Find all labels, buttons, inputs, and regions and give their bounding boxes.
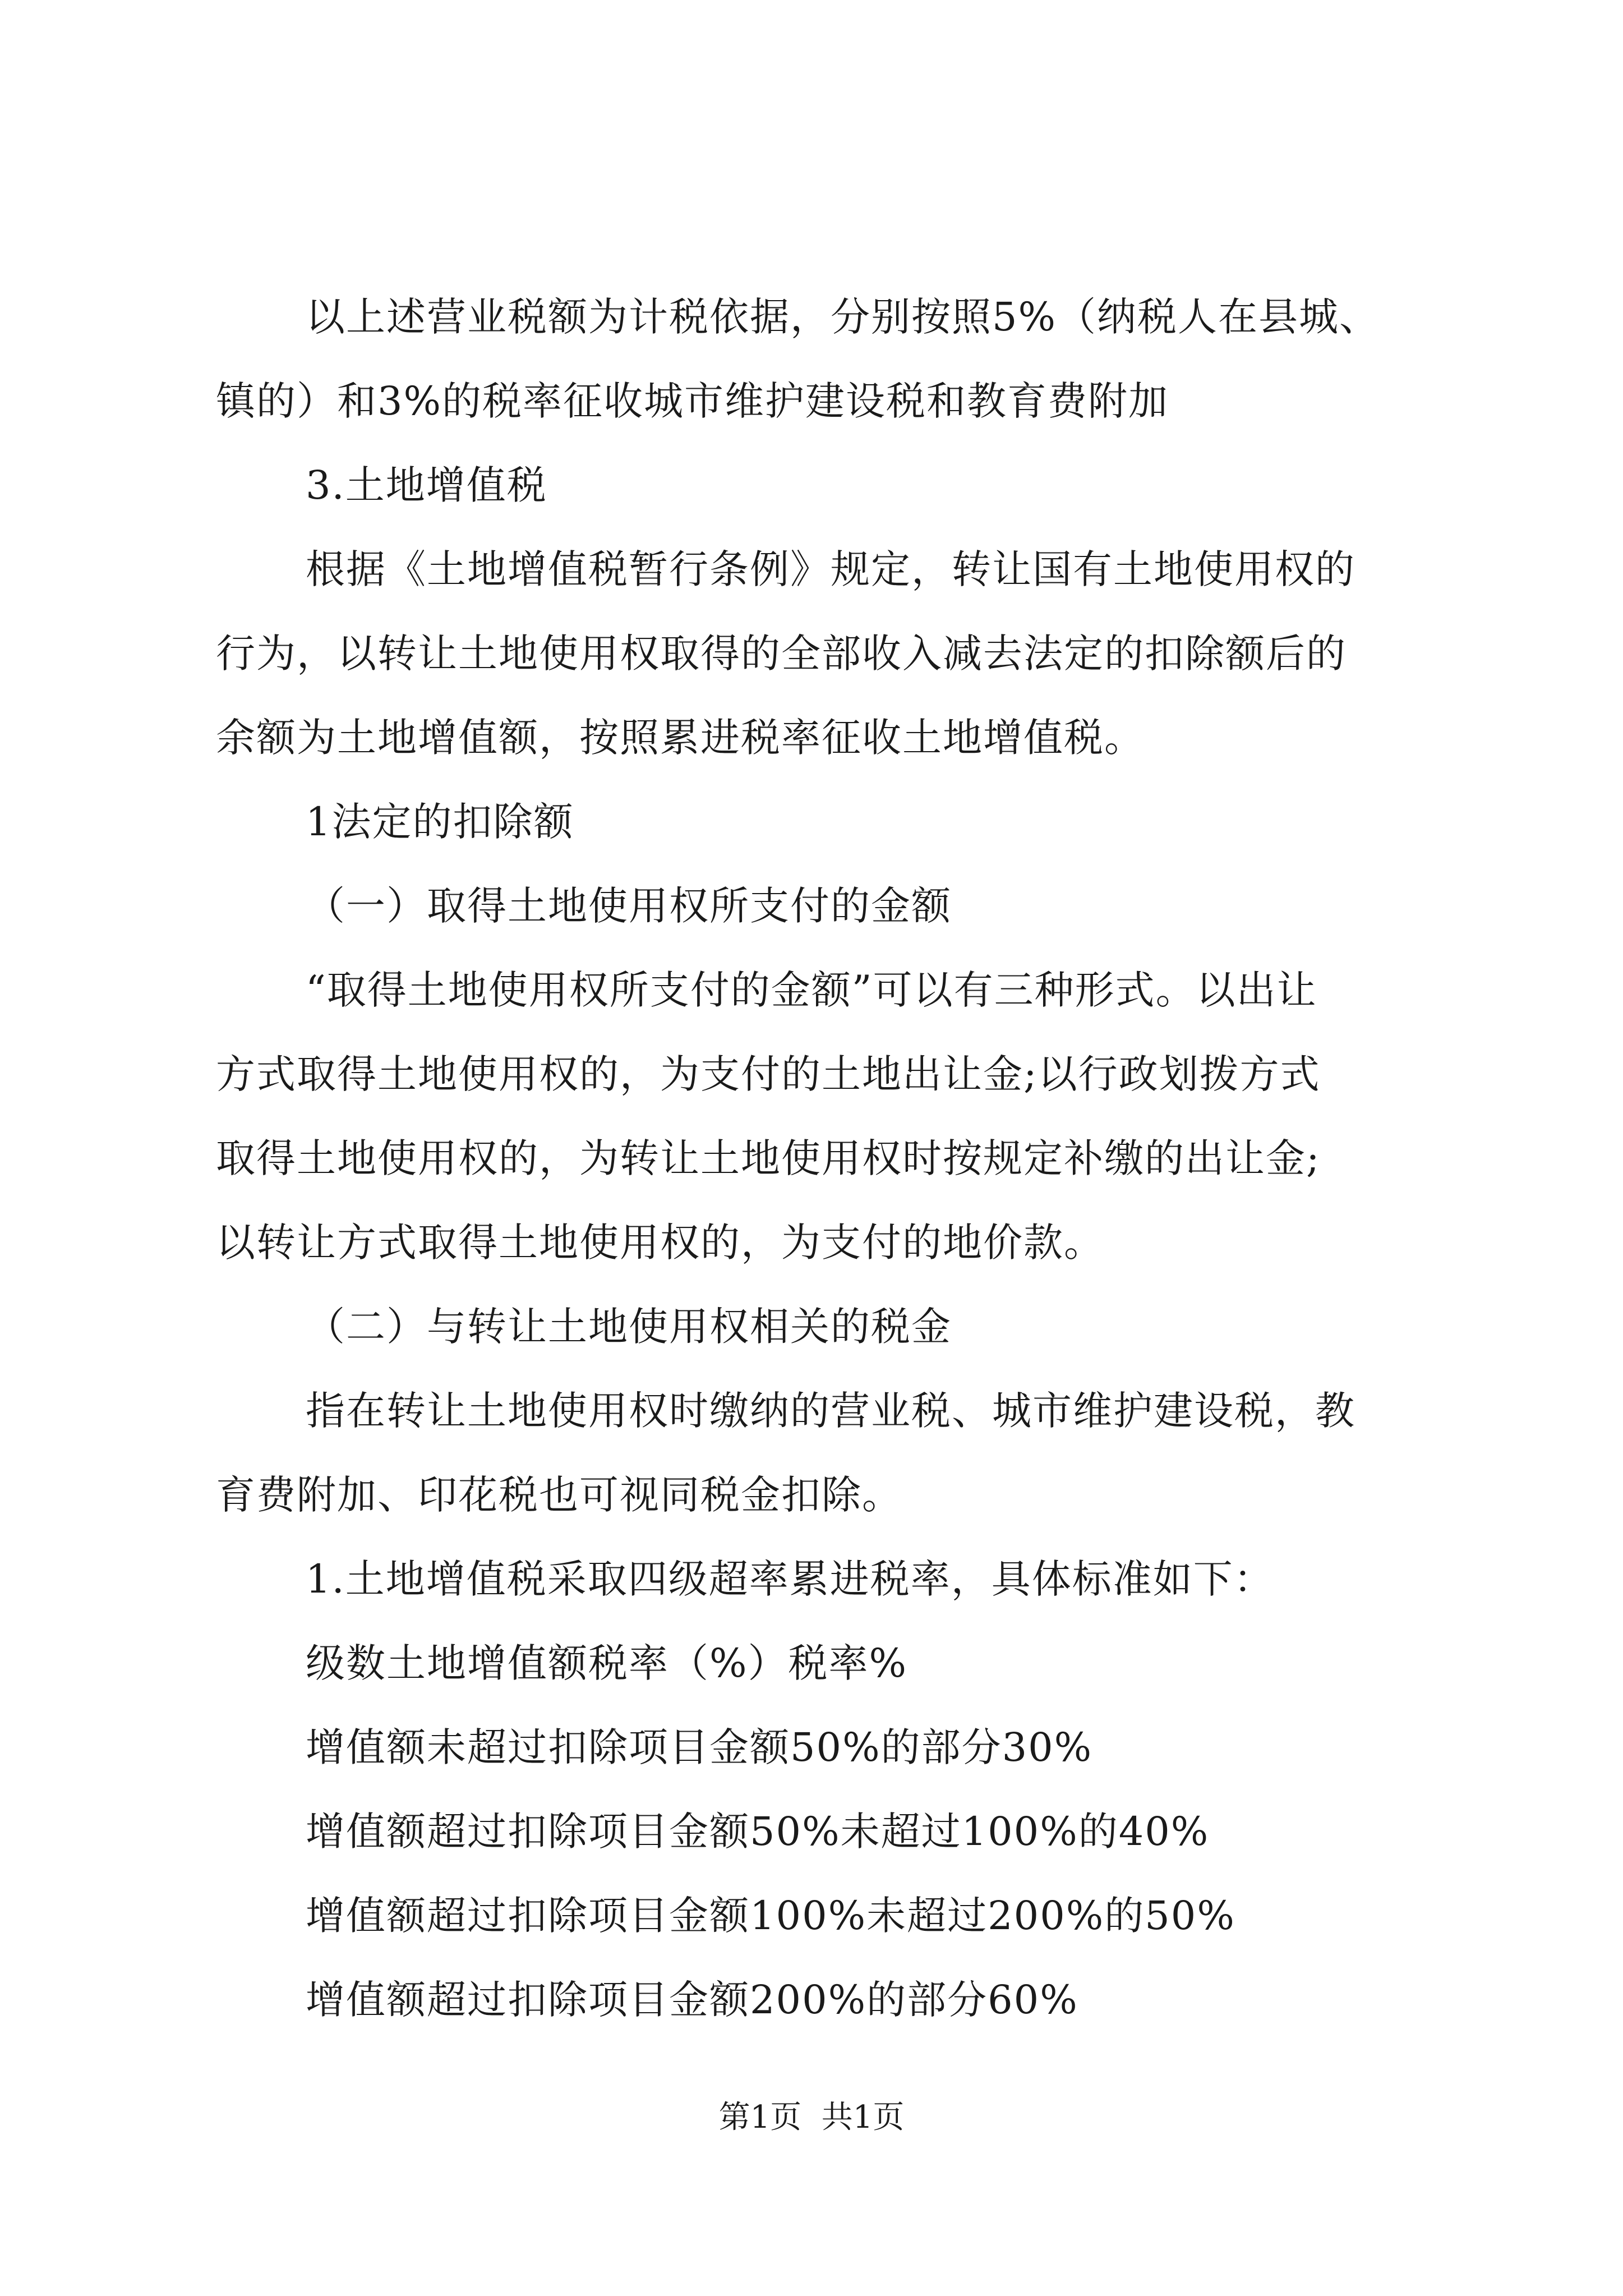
text-line-14: 指在转让土地使用权时缴纳的营业税、城市维护建设税，教 [306,1388,1355,1434]
text-line-5: 行为，以转让土地使用权取得的全部收入减去法定的扣除额后的 [216,631,1347,677]
rate-table-row-2: 增值额超过扣除项目金额50%未超过100%的40% [306,1809,1210,1855]
section-heading-land-value-tax: 3.土地增值税 [306,462,547,508]
text-line-12: 以转让方式取得土地使用权的，为支付的地价款。 [216,1220,1104,1266]
subheading-related-taxes: （二）与转让土地使用权相关的税金 [306,1304,952,1350]
text-line-11: 取得土地使用权的，为转让土地使用权时按规定补缴的出让金; [216,1135,1321,1181]
page-number-footer: 第1页 共1页 [718,2099,905,2136]
text-line-15: 育费附加、印花税也可视同税金扣除。 [216,1472,902,1518]
subheading-deductions: 1法定的扣除额 [306,799,574,845]
text-line-2: 镇的）和3%的税率征收城市维护建设税和教育费附加 [216,378,1169,424]
text-line-16: 1.土地增值税采取四级超率累进税率，具体标准如下： [306,1556,1274,1602]
text-line-10: 方式取得土地使用权的，为支付的土地出让金;以行政划拨方式 [216,1051,1321,1097]
rate-table-row-4: 增值额超过扣除项目金额200%的部分60% [306,1977,1078,2023]
rate-table-row-3: 增值额超过扣除项目金额100%未超过200%的50% [306,1893,1235,1939]
subheading-land-acquisition-cost: （一）取得土地使用权所支付的金额 [306,883,952,929]
text-line-6: 余额为土地增值额，按照累进税率征收土地增值税。 [216,715,1145,761]
text-line-4: 根据《土地增值税暂行条例》规定，转让国有土地使用权的 [306,546,1355,592]
text-line-1: 以上述营业税额为计税依据，分别按照5%（纳税人在县城、 [306,294,1380,340]
text-line-9: “取得土地使用权所支付的金额”可以有三种形式。以出让 [306,967,1317,1013]
rate-table-header: 级数土地增值额税率（%）税率% [306,1640,908,1686]
rate-table-row-1: 增值额未超过扣除项目金额50%的部分30% [306,1724,1093,1770]
